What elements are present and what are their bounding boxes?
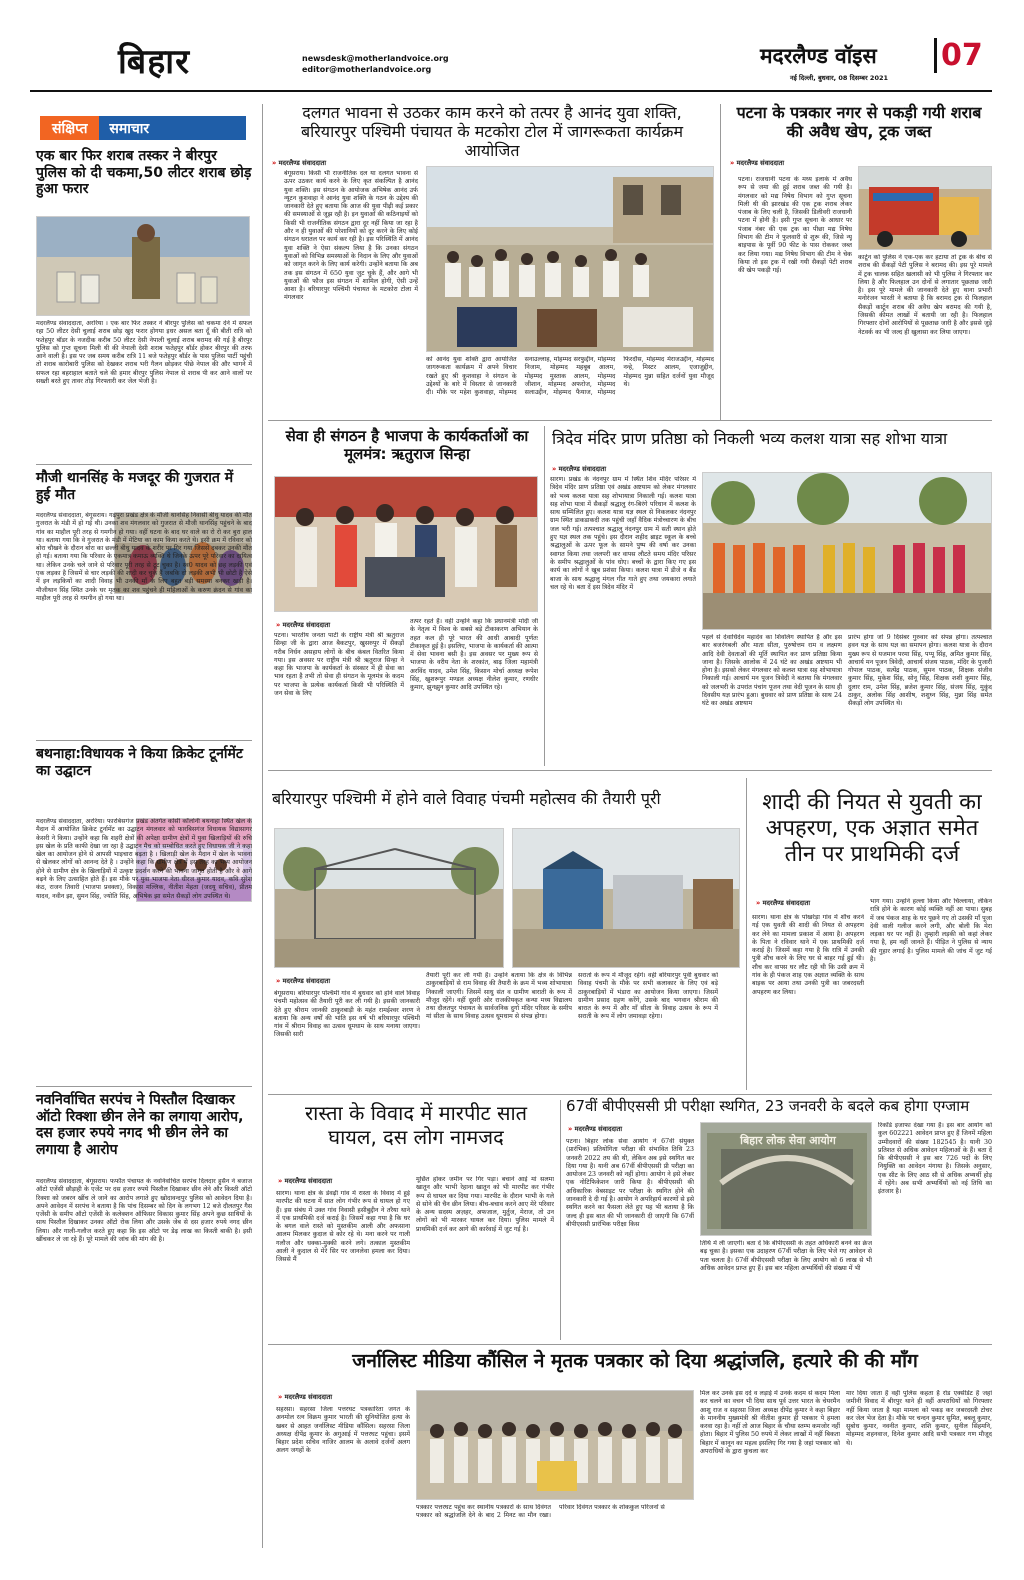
headline: बथनाहा:विधायक ने किया क्रिकेट टूर्नामेंट का उद्घाटन xyxy=(36,746,243,779)
byline: » मदरलैण्ड संवाददाता xyxy=(278,1392,408,1401)
divider xyxy=(36,464,252,465)
photo-blanket-distribution xyxy=(274,476,538,612)
article-body: मदरलैण्ड संवाददाता, अररिया । एक बार फिर तस्कर ने बीरपुर पुलिस को चकमा देने में सफल रहा 50 लीटर देसी चुलाई शराब छोड़ खुद फरार होगया इधर असल बता दूँ की बीती रात्रि को फतेहपुर बॉडर के नजदीक करीब 50 लीटर देसी नेपाली चुलाई शराब बरामद की गई है बीरपुर पुलिस को गुप्त सूचना मिली थी की नेपाली देसी शराब फतेहपुर बॉर्डर होकर बीरपुर की तरफ आने वाली है। इस पर जब समय करीब रात्रि 11 बजे फतेहपुर बॉर्डर के पास पुलिस पार्टी पहुंची तो शराब कारोबारी पुलिस को देखकर शराब भरी गैलन छोड़कर पीछे नेपाल की और भागने में सफल रहा बहराहाल बताते चले की हमार बीरपुर पुलिस नेपाल से शराब पी कर आने वालों पर सख्ती बरते हुए तावर तोड़ गिरफ्तारी कर जेल भेजी है। xyxy=(36,320,252,386)
article-body: को आनंद युवा शक्ति द्वारा आयोजित जागरूकता कार्यक्रम में अपने विचार रखते हुए श्री कुशवाहा ने संगठन के उद्देश्यों के बारे में विस्तार से जानकारी दी। मौके पर महेश कुशवाहा, मोहम्मद सनाउल्लाह, मोहम्मद सरफुद्दीन, मोहम्मद निजाम, मोहम्मद महबूब आलम, मोहम्मद मुस्ताक आलम, मोहम्मद जीशान, मोहम्मद अफरोज, मोहम्मद सलाउद्दीन, मोहम्मद फैयाज, मोहम्मद फिरदौस, मोहम्मद मेराजउद्दीन, मोहम्मद नन्हे, मिस्टर आलम, एजाजुद्दीन, मोहम्मद मुन्ना सहित दर्जनों युवा मौजूद थे। xyxy=(426,356,714,397)
article-body: मूर्छित होकर जमीन पर गिर पड़ा। बचाने आई मां सलमा खातून और भाभी रेहाना खातून को भी मारपीट कर गंभीर रूप से घायल कर दिया गया। मारपीट के दौरान भाभी के गले से सोने की चैन छीन लिया। बीच-बचाव करने आए मेरे परिवार के अन्य सदस्य अज़हर, अफजाल, मुर्तुज, मेराज, तो उन लोगों को भी मारकर घायल कर दिया। पुलिस मामले में प्राथमिकी दर्ज कर आगे की कार्रवाई में जुट गई है। xyxy=(416,1176,554,1233)
article-body: पटना। बिहार लोक सेवा आयोग ने 67वीं संयुक्त (प्रारंभिक) प्रतियोगिता परीक्षा की संभावित तिथि 23 जनवरी 2022 तय की थी, लेकिन अब इसे स्थगित कर दिया गया है। यानी अब 67वीं बीपीएससी प्री परीक्षा का आयोजन 23 जनवरी को नहीं होगा। आयोग ने इसे लेकर एक नोटिफिकेशन जारी किया है। बीपीएससी की अधिकारिक वेबसाइट पर परीक्षा के स्थगित होने की जानकारी दे दी गई है। आयोग ने अपरिहार्य कारणों से इसे स्थगित करने का फैसला लेते हुए यह भी बताया है कि जल्द ही इस बात की भी जानकारी दी जाएगी कि 67वीं बीपीएससी प्रारंभिक परीक्षा किस xyxy=(566,1138,694,1228)
divider xyxy=(36,740,252,741)
byline: » मदरलैण्ड संवाददाता xyxy=(756,898,876,907)
article-body: रिकॉर्ड इजाफा देखा गया है। इस बार आयोग को कुल 602221 आवेदन प्राप्त हुए हैं जिनमें महिला उम्मीदवारों की संख्या 182545 है। यानी 30 प्रतिशत से अधिक आवेदन महिलाओं के हैं। बता दें कि बीपीएससी ने इस बार 726 पदों के लिए नियुक्ति का आवेदन मंगाया है। जिसके अनुसार, एक सीट के लिए आठ सौ से अधिक अभ्यर्थी होड़ में रहेंगे। अब सभी अभ्यर्थियों को नई तिथि का इंतजार है। xyxy=(878,1122,992,1196)
article-body: बेगूसराय। किसी भी राजनीतिक दल या दलगत भावना से ऊपर उठकर कार्य करने के लिए कृत संकल्पित है आनंद युवा शक्ति। इस संगठन के आयोजक अभिषेक आनंद उर्फ न्यूटन कुशवाहा ने आनंद युवा शक्ति के गठन के उद्देश्य की जानकारी देते हुए बताया कि आज की युवा पीढ़ी कई प्रकार की समस्याओं से जूझ रही है। इन युवाओं की कठिनाइयों को किसी भी राजनीतिक संगठन द्वारा दूर नहीं किया जा रहा है और न ही युवाओं की परेशानियों को दूर करने के लिए कोई संगठन धरातल पर कार्य कर रही है। इस परिस्थिति में आनंद युवा शक्ति ने ऐसा संकल्प लिया है कि उनका संगठन युवाओं को विभिन्न समस्याओं के निदान के लिए और युवाओं को जागृत करने के लिए कार्य करेगी। उन्होंने बताया कि अब तक इस संगठन में 650 युवा जुट चुके हैं, और आगे भी युवाओं की फौज इस संगठन में शामिल होगी, ऐसी उन्हें आशा है। बरियारपुर पश्चिमी पंचायत के मटकोरा टोला में मंगलवार xyxy=(284,170,418,302)
article-body: तिथि में ली जाएगी। बता दें कि बीपीएससी के तहत अधिकारी बनने का क्रेज बढ़ चुका है। इसका एक उदाहरण 67वीं परीक्षा के लिए भेजे गए आवेदन से पता चलता है। 67वीं बीपीएससी परीक्षा के लिए आयोग को 6 लाख से भी अधिक आवेदन प्राप्त हुए हैं। इस बार महिला अभ्यर्थियों की संख्या में भी xyxy=(700,1240,872,1272)
byline: » मदरलैण्ड संवाददाता xyxy=(276,976,416,985)
byline: » मदरलैण्ड संवाददाता xyxy=(272,158,412,167)
email-editor[interactable]: editor@motherlandvoice.org xyxy=(302,64,432,74)
contact-emails xyxy=(302,54,449,76)
photo-police-liquor xyxy=(36,216,250,316)
photo-youth-meeting xyxy=(426,166,714,352)
column-rule xyxy=(544,426,545,766)
photo-kalash-procession xyxy=(702,472,992,630)
headline: शादी की नियत से युवती का अपहरण, एक अज्ञात समेत तीन पर प्राथमिकी दर्ज xyxy=(762,790,982,867)
photo-tent-ground xyxy=(274,828,504,968)
headline: त्रिदेव मंदिर प्राण प्रतिष्ठा को निकली भव्य कलश यात्रा सह शोभा यात्रा xyxy=(552,429,948,448)
divider xyxy=(268,1094,992,1095)
headline: रास्ता के विवाद में मारपीट सात घायल, दस लोग नामजद xyxy=(304,1101,528,1149)
bpsc-sign: बिहार लोक सेवा आयोग xyxy=(740,1134,836,1147)
article-body: मदरलैण्ड संवाददाता, बेगूसराय। फफौत पंचायत के नवनिर्वाचित सरपंच दिलदार हुसैन ने बजाज ऑटो एजेंसी छौड़ाही के एजेंट पर दस हजार रुपये पिस्तौल दिखाकर छीन लेने और किस्ती ऑटो रिक्शा को जबरन खींच ले जाने का आरोप लगाते हुए खोदावन्दपुर पुलिस को आवेदन दिया है। अपने आवेदन में सरपंच ने बताया है कि पांच दिसम्बर को दिन के लगभग 12 बजे दौलतपुर गैस एजेंसी के समीप ऑटो एजेंसी के कलेक्शन ऑफिसर विकास कुमार सिंह अपने कुछ साथियों के साथ पिस्तौल दिखाकर उनका ऑटो रोक लिया और उसके जेब से दस हजार रुपये नगद छीन लिया। और गाली-गलौज करते हुए कहा कि इस ऑटो पर डेढ़ लाख का किस्ती बाकी है। इसी खींचकर ले जा रहे हैं। पूरे मामले की जांच की मांग की है। xyxy=(36,1178,252,1244)
column-rule xyxy=(746,778,747,1090)
headline: पटना के पत्रकार नगर से पकड़ी गयी शराब की अवैध खेप, ट्रक जब्त xyxy=(736,103,982,141)
headline: नवनिर्वाचित सरपंच ने पिस्तौल दिखाकर ऑटो रिक्शा छीन लेने का लगाया आरोप, दस हजार रुपये नगद भी छीन लेने का लगाया है आरोप xyxy=(36,1092,244,1158)
article-body: तैयारी पूरी कर ली गयी है। उन्होंने बताया कि क्षेत्र के विभिन्न ठाकुरबाड़ियों से राम विवाह की तैयारी के क्रम में भव्य शोभायात्रा निकाली जाएगी। जिसमें साधु संत व ग्रामीण बाराती के रूप में मौजूद रहेंगे। वहीं दूसरी ओर राजकीयकृत कन्या मध्य विद्यालय तथा दौलतपुर पंचायत के सार्वजनिक दुर्गा मंदिर परिसर के समीप मां सीता के साथ विवाह उत्सव धूमधाम से संपन्न होगा। xyxy=(426,972,572,1021)
article-body: पहले से देवाधिदेव महादेव का शिवलिंग स्थापित है और इस बार बजरंगबली और माता सीता, पुरुषोत्तम राम व लक्ष्मण आदि देवी देवताओं की मूर्ति स्थापित कर प्राण प्रतिष्ठा किया जाना है। जिसके आलोक में 24 घंटे का अखंड अष्टयाम भी होना है। इसको लेकर मंगलवार को कलश यात्रा सह शोभायात्रा निकाली गई। आचार्य मन पूजन त्रिवेदी ने बताया कि मंगलवार को जलभरी के उपरांत पंचांग पूजन तथा वेदी पूजन के साथ ही दिवसीय यज्ञ प्रारंभ हुआ। बुधवार को प्राण प्रतिष्ठा के साथ 24 घंटे का अखंड अष्टयाम xyxy=(702,634,842,708)
article-body: सरातो के रूप में मौजूद रहेंगे। वहीं बरियारपुर पूर्वी बुधवार को विवाह पंचमी के मौके पर सभी कलाकार के लिए एवं बड़े ठाकुरबाड़ियों में भंडारा का आयोजन किया जाएगा। जिसमें ग्रामीण प्रसाद ग्रहण करेंगे, उसके बाद भगवान श्रीराम की बारात के रूप में और माँ सीता के विवाह उत्सव के रूप में सराती के रूप में लोग जमावड़ा रहेगा। xyxy=(578,972,718,1021)
byline: » मदरलैण्ड संवाददाता xyxy=(276,620,406,629)
article-body: पटना। राजधानी पटना के मध्य इलाके में अवैध रूप से जमा की हुई शराब जब्त की गयी है। मंगलवार को मद्य निषेध विभाग को गुप्त सूचना मिली थी की झारखंड की एक ट्रक शराब लेकर पंजाब के लिए चली है, जिसकी डिलीवरी राजधानी पटना में होनी है। इसी गुप्त सूचना के आधार पर पंजाब नंबर की एक ट्रक का पीछा मद्य निषेध विभाग की टीम ने फुलवारी से शुरू की, जिसे न्यू बाइपास के पूर्वी 90 फीट के पास रोककर जब्त कर लिया गया। मद्य निषेध विभाग की टीम ने चेक किया तो इस ट्रक में रखी गयी सैकड़ों पेटी शराब की खेप पकड़ी गई। xyxy=(738,176,852,275)
column-rule xyxy=(720,104,721,420)
column-rule xyxy=(560,1100,561,1340)
headline: दलगत भावना से उठकर काम करने को तत्पर है आनंद युवा शक्ति, बरियारपुर पश्चिमी पंचायत के मटकोरा टोल में जागरूकता कार्यक्रम आयोजित xyxy=(300,103,684,160)
byline: » मदरलैण्ड संवाददाता xyxy=(730,158,850,167)
section-title: बिहार xyxy=(118,42,190,82)
article-body: सारण। थाना क्षेत्र के डेवढ़ी गांव में रास्ता के विवाद में हुई मारपीट की घटना में सात लोग गंभीर रूप से घायल हो गए हैं। इस संबंध में उक्त गांव निवासी हसीबुद्दीन ने तरैया थाने में एक प्राथमिकी दर्ज कराई है। जिसमें कहा गया है कि घर के बगल वाले रास्ते को मुस्तकीम आली और अफसाना आलम मिलकर कुदाल से कोर रहे थे। मना करने पर गाली गलौज और धक्का-मुक्की करने लगे। तत्काल मुस्तकीम आली ने कुदाल से मेरे सिर पर जानलेवा हमला कर दिया। जिससे मैं xyxy=(276,1190,410,1264)
article-body: बेगूसराय। बरियारपुर पश्चिमी गांव में बुधवार को होने वाले विवाह पंचमी महोत्सव की तैयारी पूरी कर ली गयी है। इसकी जानकारी देते हुए श्रीराम जानकी ठाकुरबाड़ी के महंत रामईश्वर शरण ने बताया कि अन्य वर्षों की भांति इस वर्ष भी बरियारपुर पश्चिमी गांव में श्रीराम विवाह का उत्सव धूमधाम के साथ मनाया जाएगा। जिसकी सारी xyxy=(274,990,420,1039)
masthead-rule xyxy=(30,90,992,92)
article-body: सहरसा। सहरसा जिला पत्तरघट पत्रकारिता जगत के अनमोल रत्न विक्रम कुमार भारती की सुनियोजित हत्या के खबर से आहत जर्नालिस्ट मीडिया कौंसिल। सहरसा जिला अध्यक्ष दीपेंद्र कुमार के अगुआई में पत्तरघट पहुंचा। इसमें बिहार प्रदेश सचिव नाजिर आलम के अलावे दर्जनों अलग अलग जगहों के xyxy=(276,1406,410,1455)
headline: 67वीं बीपीएससी प्री परीक्षा स्थगित, 23 जनवरी के बदले कब होगा एग्जाम xyxy=(566,1097,970,1115)
brief-tag-right: समाचार xyxy=(99,116,246,140)
article-body: पत्रकार पत्तरघट पहुंच कर स्थानीय पत्रकारों के साथ दिवंगत पत्रकार को श्रद्धांजलि देने के बाद 2 मिनट का मौन रखा। परिवार दिवंगत पत्रकार के शोककुल परिजनों से xyxy=(416,1504,665,1520)
article-body: प्रारंभ होगा जो 9 दिसंबर गुरुवार को संपन्न होगा। तत्पश्चात हवन यज्ञ के साथ यज्ञ का समापन होगा। कलश यात्रा के दौरान मुख्य रूप से यजमान परमा सिंह, पप्पू सिंह, अमित कुमार सिंह, आचार्य मन पूजन त्रिवेदी, आचार्य संजय पाठक, मंदिर के पुजारी गोपाल पाठक, सत्येंद्र पाठक, सुमन पाठक, शिक्षक संजीव कुमार सिंह, मुकेश सिंह, सोनू सिंह, शिक्षक शशी कुमार सिंह, दुलार राम, उमेश सिंह, ब्रजेश कुमार सिंह, संजय सिंह, मुकुंद ठाकुर, अलोक सिंह आशीष, शशुघ्न सिंह, मुन्ना सिंह समेत सैकड़ों लोग उपस्थित थे। xyxy=(848,634,992,708)
byline: » मदरलैण्ड संवाददाता xyxy=(552,464,672,473)
column-rule xyxy=(262,104,263,1548)
photo-shelters xyxy=(512,828,740,968)
article-body: सारण। थाना क्षेत्र के पोखरेड़ा गांव में शौच करने गई एक युवती की शादी की नियत से अपहरण कर लेने का मामला प्रकाश में आया है। अपहरण के पिता ने रविवार थाने में एक प्राथमिकी दर्ज कराई है। जिसमें कहा गया है कि रात्रि में उनकी पुत्री शौच करने के लिए घर से बाहर गई हुई थी। शौच कर वापस घर लौट रही थी कि उसी क्रम में गांव के ही पंकज शाह एक अज्ञात व्यक्ति के साथ बाइक पर आया तथा उनकी पुत्री का जबरदस्ती अपहरण कर लिया। xyxy=(752,914,864,996)
article-body: कार्टून को पुलिस ने एक-एक कर हटाया तो ट्रक के बीच से शराब की सैकड़ों पेटी पुलिस ने बरामद की। इस पूरे मामले में ट्रक चालक सहित खलासी को भी पुलिस ने गिरफ्तार कर लिया है और फिलहाल उन दोनों से लगातार पूछताछ जारी है। इस पूरे मामले की जानकारी देते हुए थाना प्रभारी मनोरंजन भारती ने बताया है कि बरामद ट्रक से फिलहाल सैकड़ों कार्टून शराब की अवैध खेप बरामद की गयी है, जिसकी कीमत लाखों में बतायी जा रही है। फिलहाल गिरफ्तार दोनों आरोपियों से पूछताछ जारी है और इससे जुड़े नेटवर्क का भी जल्द ही खुलासा कर लिया जाएगा। xyxy=(858,254,992,336)
brief-tag-left: संक्षिप्त xyxy=(40,116,99,140)
paper-name: मदरलैण्ड वॉइस xyxy=(760,44,877,68)
divider xyxy=(268,770,992,771)
divider xyxy=(268,1344,992,1345)
photo-tribute-gathering xyxy=(416,1390,694,1500)
dateline: नई दिल्ली, बुधवार, 08 दिसम्बर 2021 xyxy=(790,74,889,82)
headline: सेवा ही संगठन है भाजपा के कार्यकर्ताओं का मूलमंत्र: ऋतुराज सिन्हा xyxy=(285,427,529,463)
divider xyxy=(36,1086,252,1087)
brief-tag xyxy=(40,116,246,140)
byline: » मदरलैण्ड संवाददाता xyxy=(278,1176,408,1185)
photo-seized-truck xyxy=(858,166,992,250)
article-body: भाग गया। उन्होंने हल्ला किया और चिल्लाया, लेकिन रात्रि होने के कारण कोई व्यक्ति नहीं आ पाया। सुबह में जब पंकज शाह के घर पूछने गए तो उसकी माँ पूजा देवी वाली गलीज करने लगी, और बोली कि मेरा लड़का घर पर नहीं है। तुम्हारी लड़की को कहां लेकर गया है, हम नहीं जानते हैं। पीड़ित ने पुलिस से न्याय की गुहार लगाई है। पुलिस मामले की जांच में जुट गई है। xyxy=(870,898,992,964)
headline: बरियारपुर पश्चिमी में होने वाले विवाह पंचमी महोत्सव की तैयारी पूरी xyxy=(272,789,661,808)
email-newsdesk[interactable]: newsdesk@motherlandvoice.org xyxy=(302,54,449,63)
article-body: मदरलैण्ड संवाददाता, बेगूसराय। गढ़पुरा प्रखंड क्षेत्र के मौजी थानसिंह निवासी बीधु यादव की मौत गुजरात के मंडी में हो गई थी। उनका शव मंगलवार को गुजरात से मौजी थानसिंह पहुंचने के बाद गांव का माहौल पूरी तरह से गमगीन हो गया। वहीं घटना के बाद घर वाले का रो रो कर बुरा हाल था। बताया गया कि वे गुजरात के मंडी में मेटिया का काम किया करते थे। इसी क्रम में रविवार को बोरा चौखने के दौरान बोरा का छल्ली बीधु यादव के शरीर पर गिर गया जिससे दबकर उनकी मौत हो गई। बताया गया कि परिवार के एकमात्र कमाऊ व्यक्ति थे जिनके ऊपर पूरे परिवार का दायित्व था। लेकिन उनके चले जाने से परिवार पूरी तरह से टूट चुका है। स्व0 यादव को छह लड़की एवं एक लड़का है जिसमें से चार लड़की की शादी कर चुके हैं जबकि दो लड़की अभी भी छोटी है ऐसे में इन लड़कियों का शादी विवाह भी उनकी माँ के लिए बहुत बड़ी समस्या बनकर खड़ी है। मौजीथान सिंह स्थित उनके घर मृतक का शव पहुंचने ही महिलाओं के करुण क्रंदन से गांव का माहौल पूरी तरह से गमगीन हो गया था। xyxy=(36,512,252,602)
article-body: मार दिया जाता है वहीं पुलिस कहता है रोड एक्सीडेंट है जहां जमीनी विवाद में बीरपुर थाने ही वहीं अपराधियों को गिरफ्तार नहीं किया जाता है यहा मामला को पकड़ कर जबरदस्ती टोचर कर जेल भेज देता है। मौके पर चन्दन कुमार सुमित, बबलू कुमार, सुबोध कुमार, नवनीत कुमार, शशि कुमार, सुनील सिंहमनि, मोहम्मद शहनवाज, दिनेश कुमार आदि सभी पत्रकार गण मौजूद थे। xyxy=(846,1390,992,1447)
article-body: तत्पर रहते हैं। वहीं उन्होंने कहा कि प्रधानमंत्री मोदी जी के नेतृत्व में विश्व के सबसे बड़े टीकाकरण अभियान के तहत कल ही पूरे भारत की आधी आबादी पूर्णतः टीकाकृत हुई है। इसलिए, भाजपा के कार्यकर्ता की आत्मा में सेवा भावना बसी है। इस अवसर पर मुख्य रूप से भाजपा के वरीय नेता के शरकांत, बाढ़ जिला महामंत्री अरविंद यादव, उमेश सिंह, किसान मोर्चा अध्यक्ष रूपेश सिंह, खुशरूपुर मण्डल अध्यक्ष नीलेश कुमार, रणधीर कुमार, झुनझुन कुमार आदि उपस्थित रहे। xyxy=(410,618,538,692)
article-body: मदरलैण्ड संवाददाता, अररिया। फारबिसगंज प्रखंड अंतर्गत कोसी कॉलोनी बथनाहा स्थित खेल के मैदान में आयोजित क्रिकेट टूर्नामेंट का उद्घाटन मंगलवार को फारबिसगंज विधायक विद्यासागर केसरी ने किया। उन्होंने कहा कि शहरी क्षेत्रों की अपेक्षा ग्रामीण क्षेत्रों में युवा खिलाड़ियों की रुचि इस खेल के प्रति काफी देखा जा रहा है उद्घाटन मैच को सम्बोधित करते हुए विधायक जी ने कहा खेल का आयोजन होने से आपसी भाइचारा बढ़ता है । खिलाड़ी खेल के मैदान में खेल के भावना से खेलकर लोगों को आनन्द देते है । उन्होंने कहा कि ग्रामीण क्षेत्र में इस तरह का भव्य आयोजन होने से ग्रामीण क्षेत्र के खिलाड़ियों में उत्कृष्ट प्रदर्शन करने की भावना जागृत होती है और वे आगे बढ़ने के लिए उत्साहित होते हैं। इस मौके पर युवा भाजपा नेता धीरज कुमार यादव, कवि सुरेश कंठ, राजन तिवारी (भाजपा प्रवक्ता), विकास मल्लिक, नीतीश मेहता (जदयू सचिव), प्रीतम यादव, नवीन झा, सुमन सिंह, ज्योति सिंह, अभिषेक झा समेत सैकड़ों लोग उपस्थित थे। xyxy=(36,818,252,900)
article-body: सारण। प्रखंड के नंदनपुर ग्राम में स्थित शिव मंदिर परिसर में त्रिदेव मंदिर प्राण प्रतिष्ठा एवं अखंड अष्टयाम को लेकर मंगलवार को भव्य कलश यात्रा सह शोभायात्रा निकाली गई। कलश यात्रा सह शोभा यात्रा में सैकड़ों श्रद्धालु रंग-बिरंगे परिधान में कलश के साथ सम्मिलित हुए। कलश यात्रा यज्ञ स्थल से निकलकर नंदनपुर ग्राम स्थित डाकडाकदी तक पहुंची जहाँ वैदिक मंत्रोच्चारण के बीच जल भरी गई। तत्पश्चात श्रद्धालु नंदनपुर ग्राम में सती स्थान होते हुए यज्ञ स्थल तक पहुंचे। इस दौरान शहीद ब्राइट स्कूल के बच्चे श्रद्धालुओं के ऊपर फूल के सामने पुष्प की वर्षा कर उनका स्वागत किया तथा जलपरी कर वापस लौटते समय मंदिर परिसर के समीप श्रद्धालुओं के पांव धोए। बच्चों के द्वारा किए गए इस कार्य का लोगों ने खूब प्रशंसा किया। कलश यात्रा में डीजे व बैंड बाजा के साथ श्रद्धालु मंगल गीत गाते हुए तथा जयकारा लगाते चल रहे थे। बता दें इस त्रिदेव मंदिर में xyxy=(550,476,696,591)
article-body: मिल कर उनके इस दर्द व लड़ाई में उनके कदम से कदम मिला कर चलने का वचन भी दिया साथ पूर्व उत्तर भारत के चेयरमैन आशु राज व सहरसा जिला अध्यक्ष दीपेंद्र कुमार ने कहा बिहार के माननीय मुख्यमंत्री श्री नीतीश कुमार ही पत्रकार पे हमला करवा रहा है। नहीं तो आज बिहार के चौथा स्तम्भ कमजोर नहीं होता। बिहार में पुलिस 50 रुपये में लेकर लाखों में नहीं बिकता बिहार में कानून का महत्व इसलिए गिर गया है जहां पत्रकार को अपराधियों के द्वारा कुचला कर xyxy=(700,1390,840,1456)
article-body: पटना। भारतीय जनता पार्टी के राष्ट्रीय मंत्री श्री ऋतुराज सिन्हा जी के द्वारा आज बैकटपुर, खुसरुपुर में सैकड़ों गरीब निर्धन असहाय लोगों के बीच कंबल वितरित किया गया। इस अवसर पर राष्ट्रीय मंत्री श्री ऋतुराज सिन्हा ने कहा कि भाजपा के कार्यकर्ता के संस्कार में ही सेवा का भाव रहता है तभी तो सेवा ही संगठन के मूलमंत्र के कदम पर भाजपा के प्रत्येक कार्यकर्ता किसी भी परिस्थिति में जन सेवा के लिए xyxy=(274,632,404,698)
divider xyxy=(268,420,992,421)
photo-bpsc-office xyxy=(700,1122,872,1236)
headline: मौजी थानसिंह के मजदूर की गुजरात में हुई मौत xyxy=(36,470,234,503)
headline: एक बार फिर शराब तस्कर ने बीरपुर पुलिस को दी चकमा,50 लीटर शराब छोड़ हुआ फरार xyxy=(36,148,252,198)
byline: » मदरलैण्ड संवाददाता xyxy=(568,1124,688,1133)
page-number: 07 xyxy=(934,38,983,73)
headline: जर्नालिस्ट मीडिया कौंसिल ने मृतक पत्रकार को दिया श्रद्धांजलि, हत्यारे की की माँग xyxy=(352,1350,918,1372)
